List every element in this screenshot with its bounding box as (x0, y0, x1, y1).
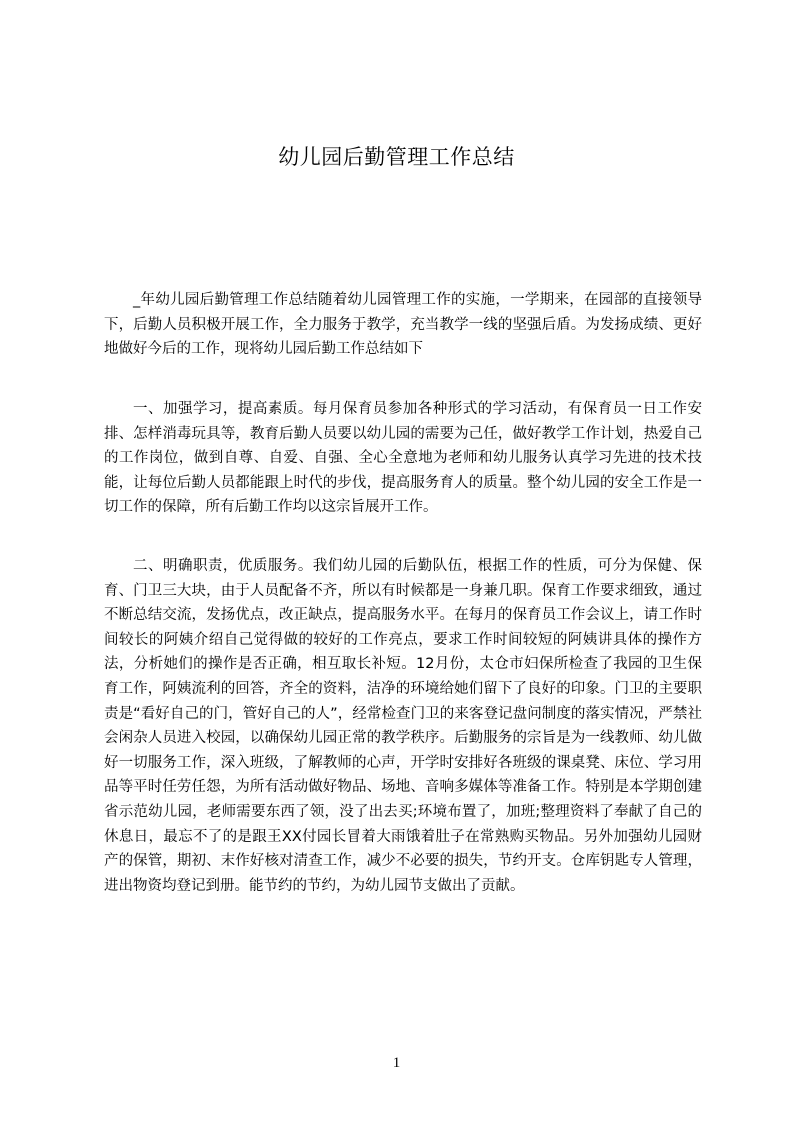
page-number: 1 (392, 1055, 401, 1071)
paragraph-section-1: 一、加强学习，提高素质。每月保育员参加各种形式的学习活动，有保育员一日工作安排、怎样消毒玩具等，教育后勤人员要以幼儿园的需要为己任，做好教学工作计划，热爱自己的工作岗位，做到自尊、自爱、自强、全心全意地为老师和幼儿服务认真学习先进的技术技能，让每位后勤人员都能跟上时代的步伐，提高服务育人的质量。整个幼儿园的安全工作是一切工作的保障，所有后勤工作均以这宗旨展开工作。 (104, 401, 702, 516)
page-title: 幼儿园后勤管理工作总结 (278, 145, 515, 169)
paragraph-section-2: 二、明确职责，优质服务。我们幼儿园的后勤队伍，根据工作的性质，可分为保健、保育、门卫三大块，由于人员配备不齐，所以有时候都是一身兼几职。保育工作要求细致，通过不断总结交流，发扬优点，改正缺点，提高服务水平。在每月的保育员工作会议上，请工作时间较长的阿姨介绍自己觉得做的较好的工作亮点，要求工作时间较短的阿姨讲具体的操作方法，分析她们的操作是否正确，相互取长补短。12月份，太仓市妇保所检查了我园的卫生保育工作，阿姨流利的回答，齐全的资料，洁净的环境给她们留下了良好的印象。门卫的主要职责是“看好自己的门，管好自己的人”，经常检查门卫的来客登记盘问制度的落实情况，严禁社会闲杂人员进入校园，以确保幼儿园正常的教学秩序。后勤服务的宗旨是为一线教师、幼儿做好一切服务工作，深入班级，了解教师的心声，开学时安排好各班级的课桌凳、床位、学习用品等平时任劳任怨，为所有活动做好物品、场地、音响多媒体等准备工作。特别是本学期创建省示范幼儿园，老师需要东西了领，没了出去买;环境布置了，加班;整理资料了奉献了自己的休息日，最忘不了的是跟王XX付园长冒着大雨饿着肚子在常熟购买物品。另外加强幼儿园财产的保管，期初、末作好核对清查工作，减少不必要的损失，节约开支。仓库钥匙专人管理，进出物资均登记到册。能节约的节约，为幼儿园节支做出了贡献。 (104, 558, 702, 894)
paragraph-intro: _年幼儿园后勤管理工作总结随着幼儿园管理工作的实施，一学期来，在园部的直接领导下，后勤人员积极开展工作，全力服务于教学，充当教学一线的坚强后盾。为发扬成绩、更好地做好今后的工作，现将幼儿园后勤工作总结如下 (104, 292, 702, 358)
